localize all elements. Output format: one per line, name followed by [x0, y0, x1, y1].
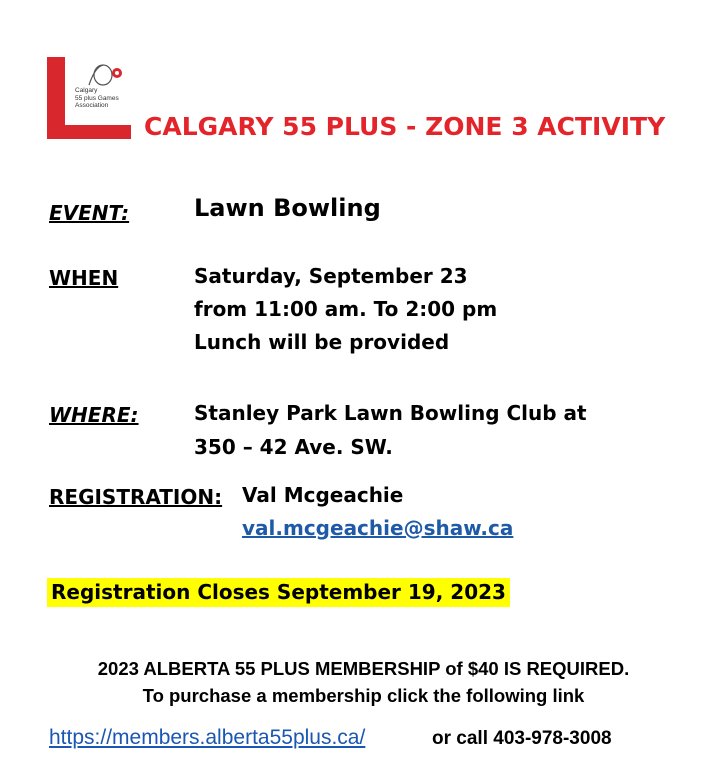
association-logo	[47, 57, 131, 139]
registration-closes-banner: Registration Closes September 19, 2023	[47, 578, 510, 607]
logo-figure-icon	[81, 59, 131, 89]
when-label: WHEN	[49, 266, 119, 290]
membership-phone: or call 403-978-3008	[432, 728, 612, 749]
registration-label: REGISTRATION:	[49, 485, 223, 509]
logo-text: Calgary 55 plus Games Association	[75, 87, 119, 109]
logo-bar-horizontal	[47, 125, 131, 139]
membership-requirement: 2023 ALBERTA 55 PLUS MEMBERSHIP of $40 IS REQUIRED.	[97, 658, 630, 679]
page-title: CALGARY 55 PLUS - ZONE 3 ACTIVITY	[144, 112, 666, 141]
when-date: Saturday, September 23	[194, 264, 468, 288]
event-value: Lawn Bowling	[194, 194, 381, 222]
event-label: EVENT:	[49, 201, 130, 225]
where-address: 350 – 42 Ave. SW.	[194, 435, 393, 459]
where-venue: Stanley Park Lawn Bowling Club at	[194, 401, 587, 425]
registration-contact: Val Mcgeachie	[242, 483, 404, 507]
when-time: from 11:00 am. To 2:00 pm	[194, 297, 498, 321]
membership-instruction: To purchase a membership click the following link	[142, 685, 585, 706]
where-label: WHERE:	[49, 403, 139, 427]
registration-email-link[interactable]: val.mcgeachie@shaw.ca	[242, 516, 514, 540]
when-lunch: Lunch will be provided	[194, 330, 450, 354]
membership-link[interactable]: https://members.alberta55plus.ca/	[49, 726, 366, 749]
membership-notice	[0, 655, 727, 709]
